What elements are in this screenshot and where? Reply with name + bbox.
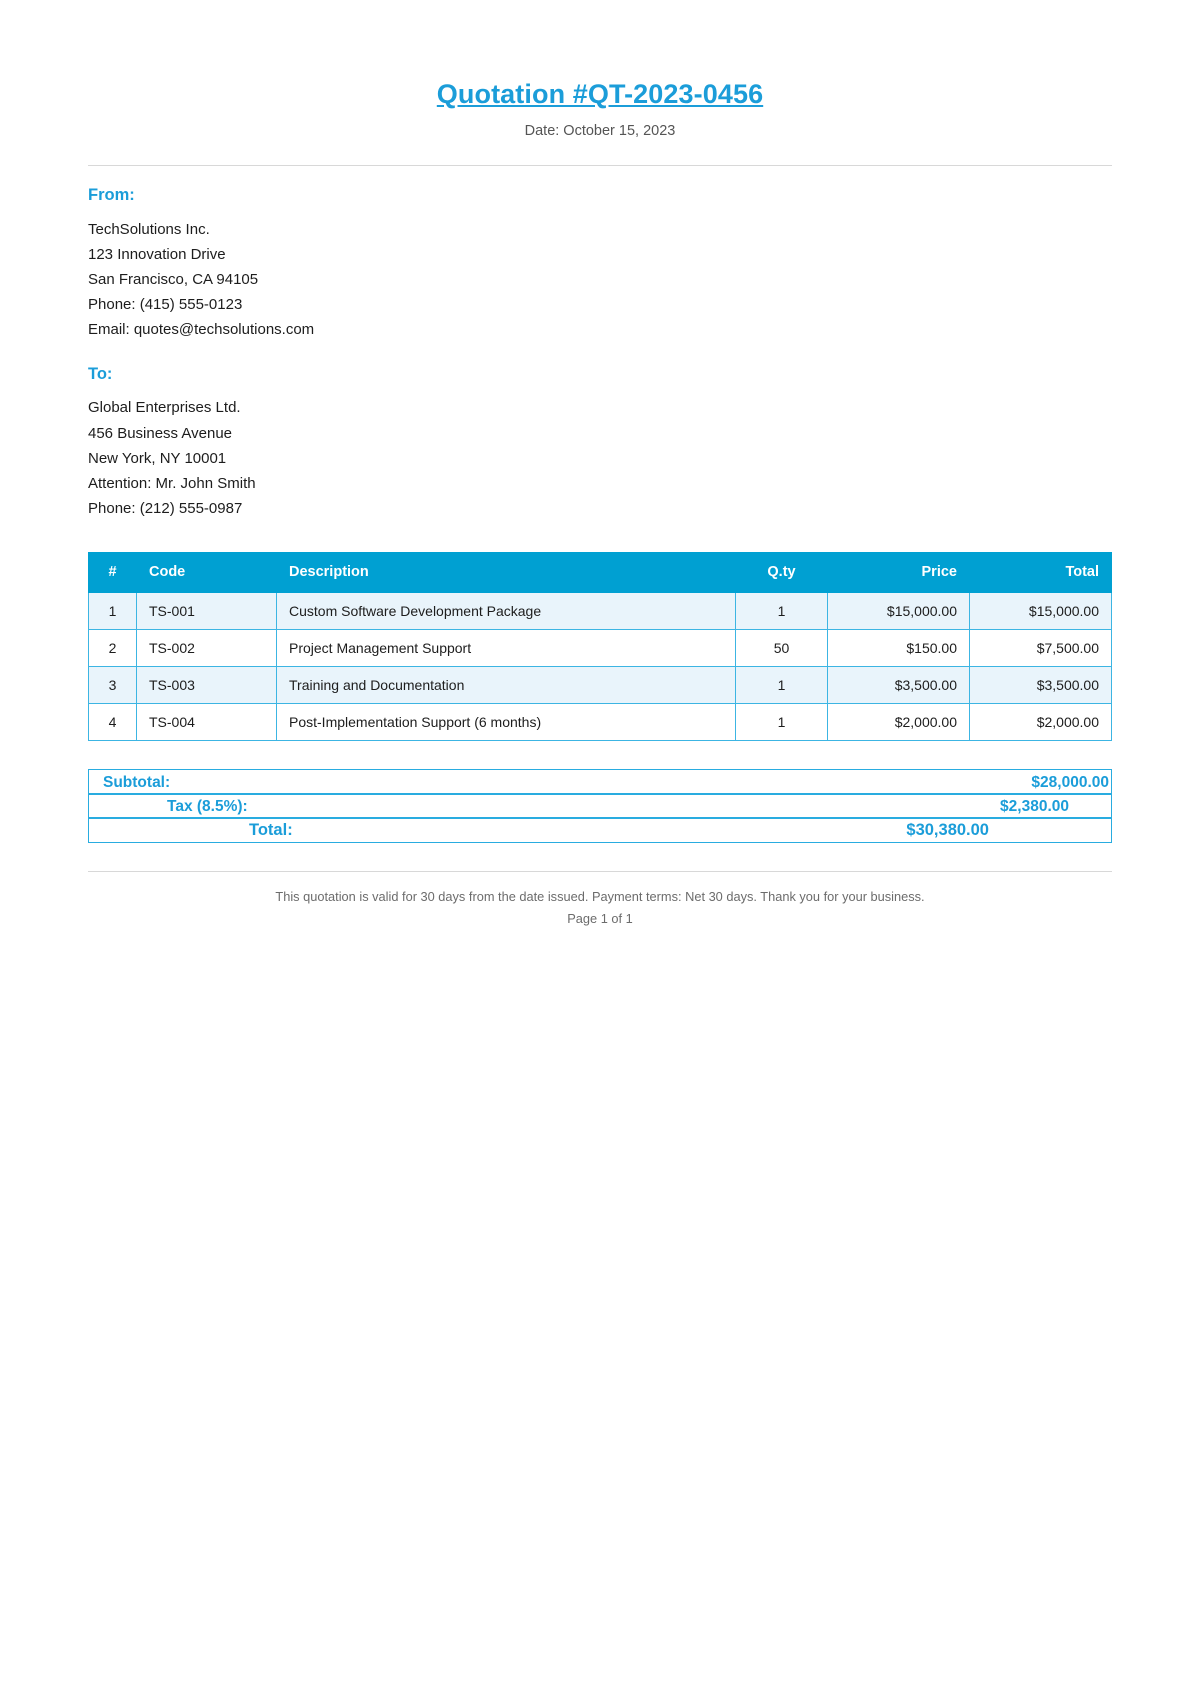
to-line-company: Global Enterprises Ltd. [88, 399, 241, 417]
cell-qty: 50 [736, 629, 828, 666]
from-section [88, 186, 1112, 343]
table-row [89, 629, 1112, 666]
cell-price: $3,500.00 [828, 666, 970, 703]
table-row [89, 666, 1112, 703]
cell-code: TS-002 [137, 629, 277, 666]
cell-price: $2,000.00 [828, 704, 970, 741]
from-line-company: TechSolutions Inc. [88, 220, 210, 238]
cell-code: TS-001 [137, 592, 277, 629]
page-title: Quotation #QT-2023-0456 [436, 79, 764, 109]
table-row [89, 704, 1112, 741]
from-heading: From: [88, 185, 135, 204]
cell-number: 3 [89, 666, 137, 703]
column-header-qty: Q.ty [736, 553, 828, 592]
table-row [89, 592, 1112, 629]
cell-number: 1 [89, 592, 137, 629]
to-heading: To: [88, 364, 113, 383]
from-line-phone: Phone: (415) 555-0123 [88, 296, 243, 314]
cell-code: TS-003 [137, 666, 277, 703]
table-header-row [89, 553, 1112, 592]
cell-number: 4 [89, 704, 137, 741]
cell-description: Post-Implementation Support (6 months) [277, 704, 736, 741]
header-divider [88, 165, 1112, 166]
column-header-description: Description [277, 553, 736, 592]
cell-total: $2,000.00 [970, 704, 1112, 741]
document-footer [88, 887, 1112, 928]
from-line-street: 123 Innovation Drive [88, 245, 226, 263]
items-table-container [88, 552, 1112, 741]
from-line-city: San Francisco, CA 94105 [88, 270, 259, 288]
cell-total: $15,000.00 [970, 592, 1112, 629]
column-header-code: Code [137, 553, 277, 592]
cell-description: Training and Documentation [277, 666, 736, 703]
grand-total-row [88, 817, 1112, 843]
to-line-phone: Phone: (212) 555-0987 [88, 500, 243, 518]
tax-label: Tax (8.5%): [167, 797, 248, 815]
column-header-total: Total [970, 553, 1112, 592]
cell-price: $15,000.00 [828, 592, 970, 629]
column-header-price: Price [828, 553, 970, 592]
document-header [88, 0, 1112, 141]
footer-divider [88, 871, 1112, 872]
subtotal-label: Subtotal: [103, 773, 171, 791]
tax-value: $2,380.00 [1000, 797, 1069, 815]
subtotal-value: $28,000.00 [1031, 773, 1109, 791]
cell-total: $7,500.00 [970, 629, 1112, 666]
cell-qty: 1 [736, 704, 828, 741]
grand-total-value: $30,380.00 [906, 821, 989, 840]
cell-qty: 1 [736, 592, 828, 629]
cell-code: TS-004 [137, 704, 277, 741]
grand-total-label: Total: [249, 821, 293, 840]
totals-section [88, 769, 1112, 851]
cell-number: 2 [89, 629, 137, 666]
items-table [88, 552, 1112, 741]
column-header-number: # [89, 553, 137, 592]
tax-row [88, 793, 1112, 819]
to-line-city: New York, NY 10001 [88, 449, 227, 467]
cell-description: Project Management Support [277, 629, 736, 666]
cell-total: $3,500.00 [970, 666, 1112, 703]
footer-terms-text: This quotation is valid for 30 days from the date issued. Payment terms: Net 30 days. Thank you for your business. [275, 889, 925, 905]
quotation-date: Date: October 15, 2023 [524, 123, 676, 140]
items-table-head [89, 553, 1112, 592]
footer-page-number: Page 1 of 1 [567, 911, 633, 927]
to-section [88, 365, 1112, 522]
to-line-attention: Attention: Mr. John Smith [88, 475, 256, 492]
cell-description: Custom Software Development Package [277, 592, 736, 629]
cell-qty: 1 [736, 666, 828, 703]
items-table-body [89, 592, 1112, 741]
subtotal-row [88, 769, 1112, 795]
cell-price: $150.00 [828, 629, 970, 666]
to-line-street: 456 Business Avenue [88, 424, 233, 442]
from-line-email: Email: quotes@techsolutions.com [88, 321, 315, 339]
